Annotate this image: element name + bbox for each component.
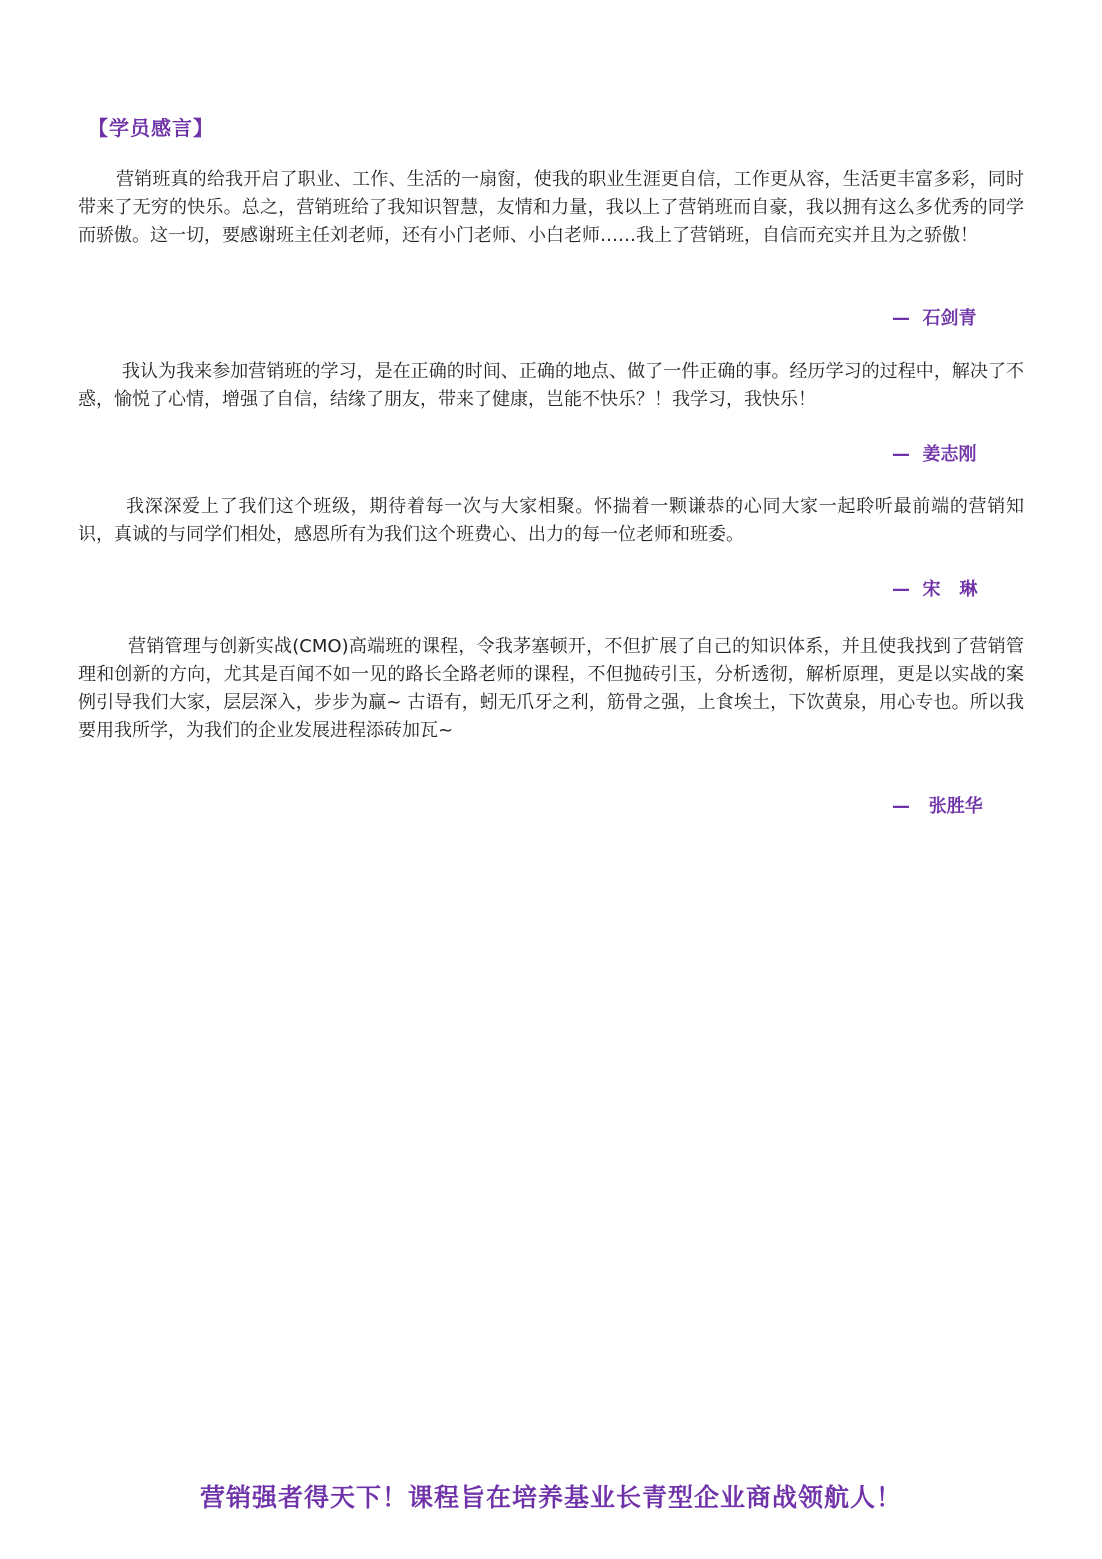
- testimonial-text-4: 营销管理与创新实战(CMO)高端班的课程，令我茅塞顿开，不但扩展了自己的知识体系，并且使我找到了营销管理和创新的方向，尤其是百闻不如一见的路长全路老师的课程，不但抛砖引玉，分析透彻，解析原理，更是以实战的案例引导我们大家，层层深入，步步为赢~ 古语有，蚓无爪牙之利，筋骨之强，上食埃土，下饮黄泉，用心专也。所以我要用我所学，为我们的企业发展进程添砖加瓦~: [78, 636, 1024, 741]
- footer-slogan: 营销强者得天下！课程旨在培养基业长青型企业商战领航人！: [199, 1483, 902, 1512]
- section-title: 【学员感言】: [88, 116, 214, 140]
- testimonial-text-2: 我认为我来参加营销班的学习，是在正确的时间、正确的地点、做了一件正确的事。经历学习的过程中，解决了不惑，愉悦了心情，增强了自信，结缘了朋友，带来了健康，岂能不快乐？！我学习，我快乐！: [78, 361, 1024, 410]
- testimonial-author-1: — 石剑青: [892, 308, 977, 329]
- testimonial-text-3: 我深深爱上了我们这个班级，期待着每一次与大家相聚。怀揣着一颗谦恭的心同大家一起聆听最前端的营销知识，真诚的与同学们相处，感恩所有为我们这个班费心、出力的每一位老师和班委。: [78, 496, 1024, 545]
- testimonial-text-1: 营销班真的给我开启了职业、工作、生活的一扇窗，使我的职业生涯更自信，工作更从容，生活更丰富多彩，同时带来了无穷的快乐。总之，营销班给了我知识智慧，友情和力量，我以上了营销班而自豪，我以拥有这么多优秀的同学而骄傲。这一切，要感谢班主任刘老师，还有小门老师、小白老师……我上了营销班，自信而充实并且为之骄傲！: [78, 169, 1024, 246]
- testimonial-author-3: — 宋 琳: [892, 579, 978, 600]
- testimonial-author-4: — 张胜华: [892, 796, 983, 817]
- testimonial-author-2: — 姜志刚: [892, 444, 977, 465]
